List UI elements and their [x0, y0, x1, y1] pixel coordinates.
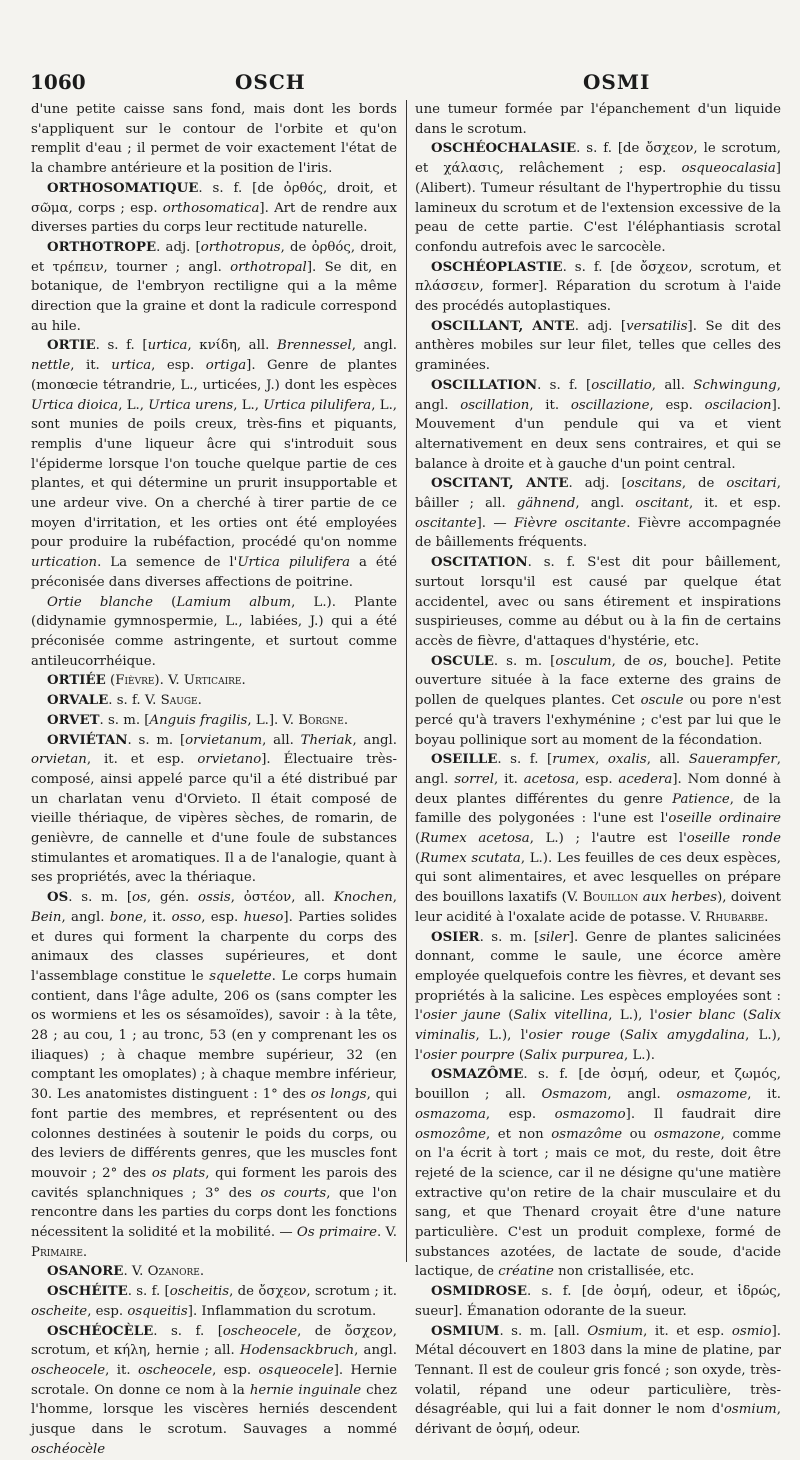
dictionary-entry: OSMIUM. s. m. [all. Osmium, it. et esp. osmio]. Métal découvert en 1803 dans la mine de platine, par Tennant. Il est de couleur gris foncé ; son oxyde, très-volatil, répand une odeur particulière, très-désagréable, qui lui a fait donner le nom d'osmium, dérivant de ὀσμή, odeur. [415, 1323, 781, 1438]
running-head-right: OSMI [583, 70, 651, 94]
column-divider [406, 100, 407, 1262]
dictionary-entry: OSCULE. s. m. [osculum, de os, bouche]. Petite ouverture située à la face externe des grains de pollen de quelques plantes. Cet oscule ou pore n'est percé qu'à travers l'exhyménine ; c'est par lui que le boyau pollinique sort au moment de la fécondation. [415, 653, 782, 748]
dictionary-entry: ORTHOTROPE. adj. [orthotropus, de ὀρθός, droit, et τρέπειν, tourner ; angl. orthotropal]. Se dit, en botanique, de l'embryon rectiligne qui a la même direction que la graine et dont la radicule correspond au hile. [31, 239, 397, 334]
dictionary-entry: OSIER. s. m. [siler]. Genre de plantes salicinées donnant, comme le saule, une écorce amère employée quelquefois contre les fièvres, et devant ses propriétés à la salicine. Les espèces employées sont : l'osier jaune (Salix vitellina, L.), l'osier blanc (Salix viminalis, L.), l'osier rouge (Salix amygdalina, L.), l'osier pourpre (Salix purpurea, L.). [415, 929, 782, 1063]
dictionary-entry: OSCILLANT, ANTE. adj. [versatilis]. Se dit des anthères mobiles sur leur filet, telles que celles des graminées. [415, 318, 781, 374]
dictionary-entry: Ortie blanche (Lamium album, L.). Plante (didynamie gymnospermie, L., labiées, J.) qui a été préconisée comme astringente, et surtout comme antileucorrhéique. [31, 594, 397, 669]
page-number: 1060 [30, 70, 86, 94]
dictionary-entry: OSEILLE. s. f. [rumex, oxalis, all. Sauerampfer, angl. sorrel, it. acetosa, esp. acedera]. Nom donné à deux plantes différentes du genre Patience, de la famille des polygonées : l'une est l'oseille ordinaire (Rumex acetosa, L.) ; l'autre est l'oseille ronde (Rumex scutata, L.). Les feuilles de ces deux espèces, qui sont alimentaires, et avec lesquelles on prépare des bouillons laxatifs (V. Bouillon aux herbes), doivent leur acidité à l'oxalate acide de potasse. V. Rhubarbe. [415, 752, 782, 925]
left-column [31, 100, 397, 1460]
dictionary-entry: OSCHÉOCHALASIE. s. f. [de ὄσχεον, le scrotum, et χάλασις, relâchement ; esp. osqueocalasia] (Alibert). Tumeur résultant de l'hypertrophie du tissu lamineux du scrotum et de l'extension excessive de la peau de cette partie. C'est l'éléphantiasis scrotal confondu autrefois avec le sarcocèle. [415, 141, 781, 255]
right-column [415, 100, 781, 1440]
dictionary-entry: OSCITANT, ANTE. adj. [oscitans, de oscitari, bâiller ; all. gähnend, angl. oscitant, it. et esp. oscitante]. — Fièvre oscitante. Fièvre accompagnée de bâillements fréquents. [415, 476, 781, 551]
dictionary-entry: OSCHÉOPLASTIE. s. f. [de ὄσχεον, scrotum, et πλάσσειν, former]. Réparation du scrotum à l'aide des procédés autoplastiques. [415, 259, 781, 315]
dictionary-entry: OS. s. m. [os, gén. ossis, ὀστέον, all. Knochen, Bein, angl. bone, it. osso, esp. hueso]. Parties solides et dures qui forment la charpente du corps des animaux des classes supérieures, et dont l'assemblage constitue le squelette. Le corps humain contient, dans l'âge adulte, 206 os (sans compter les os wormiens et les os sésamoïdes), savoir : à la tête, 28 ; au cou, 1 ; au tronc, 53 (en y comprenant les os iliaques) ; à chaque membre supérieur, 32 (en comptant les omoplates) ; à chaque membre inférieur, 30. Les anatomistes distinguent : 1° des os longs, qui font partie des membres, et représentent ou des colonnes destinées à soutenir le poids du corps, ou des leviers de différents genres, que les muscles font mouvoir ; 2° des os plats, qui forment les parois des cavités splanchniques ; 3° des os courts, que l'on rencontre dans les parties du corps dont les fonctions nécessitent la solidité et la mobilité. — Os primaire. V. Primaire. [31, 890, 397, 1260]
dictionary-entry: ORVIÉTAN. s. m. [orvietanum, all. Theriak, angl. orvietan, it. et esp. orvietano]. Électuaire très-composé, ainsi appelé parce qu'il a été distribué par un charlatan venu d'Orvieto. Il était composé de vieille thériaque, de vipères sèches, de romarin, de genièvre, de cannelle et d'une foule de substances stimulantes et aromatiques. Il a de l'analogie, quant à ses propriétés, avec la thériaque. [31, 732, 398, 886]
dictionary-entry: ORTIE. s. f. [urtica, κνίδη, all. Brennessel, angl. nettle, it. urtica, esp. ortiga]. Genre de plantes (monœcie tétrandrie, L., urticées, J.) dont les espèces Urtica dioica, L., Urtica urens, L., Urtica pilulifera, L., sont munies de poils creux, très-fins et piquants, remplis d'une liqueur âcre qui s'introduit sous l'épiderme lorsque l'on touche quelque partie de ces plantes, et qui détermine un prurit insupportable et une ardeur vive. On a cherché à tirer partie de ce moyen d'irritation, et les orties ont été employées pour produire la rubéfaction, procédé qu'on nomme urtication. La semence de l'Urtica pilulifera a été préconisée dans diverses affections de poitrine. [31, 338, 398, 590]
dictionary-entry: une tumeur formée par l'épanchement d'un liquide dans le scrotum. [415, 102, 781, 137]
dictionary-entry: ORTIÉE (Fièvre). V. Urticaire. [47, 673, 246, 689]
dictionary-entry: OSCHÉITE. s. f. [oscheitis, de ὄσχεον, scrotum ; it. oscheite, esp. osqueitis]. Inflammation du scrotum. [31, 1284, 397, 1319]
page-header [0, 70, 800, 98]
dictionary-entry: ORTHOSOMATIQUE. s. f. [de ὀρθός, droit, et σῶμα, corps ; esp. orthosomatica]. Art de rendre aux diverses parties du corps leur rectitude naturelle. [31, 180, 397, 236]
dictionary-entry: ORVET. s. m. [Anguis fragilis, L.]. V. Borgne. [47, 712, 349, 728]
dictionary-entry: OSMIDROSE. s. f. [de ὀσμή, odeur, et ἱδρώς, sueur]. Émanation odorante de la sueur. [415, 1284, 781, 1319]
dictionary-entry: OSCILLATION. s. f. [oscillatio, all. Schwingung, angl. oscillation, it. oscillazione, esp. oscilacion]. Mouvement d'un pendule qui va et vient alternativement en deux sens contraires, et qui se balance à droite et à gauche d'un point central. [415, 377, 781, 472]
dictionary-entry: d'une petite caisse sans fond, mais dont les bords s'appliquent sur le contour de l'orbite et qu'on remplit d'eau ; il permet de voir exactement l'état de la chambre antérieure et la position de l'iris. [31, 102, 397, 177]
dictionary-entry: OSCHÉOCÈLE. s. f. [oscheocele, de ὄσχεον, scrotum, et κήλη, hernie ; all. Hodensackbruch, angl. oscheocele, it. oscheocele, esp. osqueocele]. Hernie scrotale. On donne ce nom à la hernie inguinale chez l'homme, lorsque les viscères herniés descendent jusque dans le scrotum. Sauvages a nommé oschéocèle [31, 1323, 398, 1457]
running-head-left: OSCH [235, 70, 306, 94]
dictionary-entry: OSMAZÔME. s. f. [de ὀσμή, odeur, et ζωμός, bouillon ; all. Osmazom, angl. osmazome, it. osmazoma, esp. osmazomo]. Il faudrait dire osmozôme, et non osmazôme ou osmazone, comme on l'a écrit à tort ; mais ce mot, du reste, doit être rejeté de la science, car il ne désigne qu'une matière extractive qu'on retire de la chair musculaire et du sang, et que Thenard croyait être d'une nature particulière. C'est un produit complexe, formé de substances azotées, de lactate de soude, d'acide lactique, de créatine non cristallisée, etc. [415, 1067, 782, 1280]
dictionary-entry: OSCITATION. s. f. S'est dit pour bâillement, surtout lorsqu'il est causé par quelque état accidentel, avec ou sans étirement et inspirations suspirieuses, comme au début ou à la fin de certains accès de fièvre, d'attaques d'hystérie, etc. [415, 555, 781, 649]
dictionary-entry: ORVALE. s. f. V. Sauge. [47, 693, 202, 709]
dictionary-entry: OSANORE. V. Ozanore. [47, 1264, 205, 1280]
